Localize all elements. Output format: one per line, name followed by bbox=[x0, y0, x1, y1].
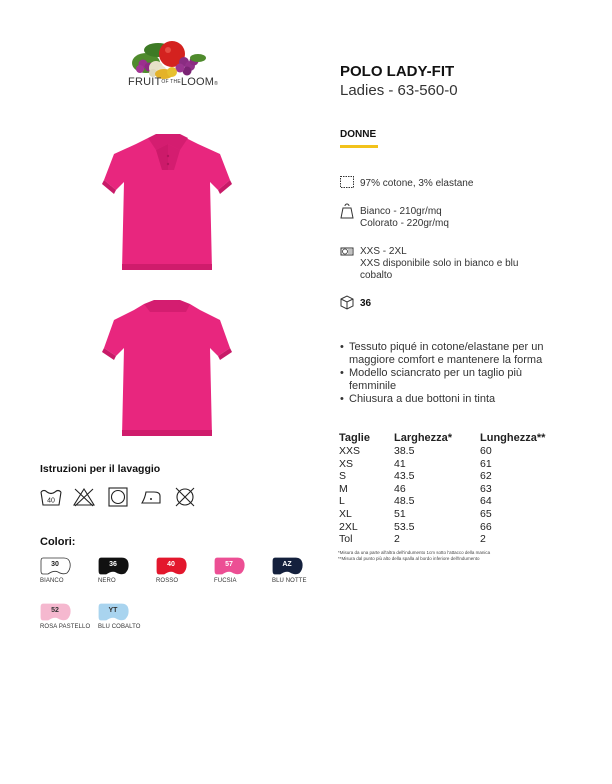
swatch-name: BLU COBALTO bbox=[98, 624, 141, 630]
swatch-code: 52 bbox=[51, 607, 59, 614]
box-icon bbox=[339, 294, 355, 310]
table-row: XS 41 61 bbox=[339, 457, 492, 470]
size-range: XXS - 2XL XXS disponibile solo in bianco e blu cobalto bbox=[360, 246, 519, 281]
header-width: Larghezza* bbox=[394, 432, 453, 444]
washing-title: Istruzioni per il lavaggio bbox=[40, 463, 161, 475]
wash-40-icon bbox=[40, 486, 62, 508]
feature-item: • Chiusura a due bottoni in tinta bbox=[340, 393, 565, 406]
swatch-code: 30 bbox=[51, 561, 59, 568]
colour-swatch bbox=[40, 603, 100, 630]
fabric-icon bbox=[339, 174, 355, 190]
table-row: Tol 2 2 bbox=[339, 533, 486, 546]
iron-low-icon bbox=[140, 486, 162, 508]
logo-wordmark: FRUITOF THELOOM® bbox=[128, 76, 218, 88]
product-subtitle: Ladies - 63-560-0 bbox=[340, 82, 458, 99]
swatch-name: NERO bbox=[98, 578, 116, 584]
swatch-code: AZ bbox=[282, 561, 292, 568]
swatch-code: YT bbox=[108, 607, 118, 614]
table-row: M 46 63 bbox=[339, 482, 492, 495]
fabric-composition: 97% cotone, 3% elastane bbox=[360, 178, 474, 189]
size-table-footnotes bbox=[338, 550, 558, 562]
table-row: XXS 38.5 60 bbox=[339, 445, 492, 457]
swatch-code: 40 bbox=[167, 561, 175, 568]
swatch-name: ROSSO bbox=[156, 578, 179, 584]
table-row: S 43.5 62 bbox=[339, 470, 492, 483]
colour-swatch bbox=[272, 557, 332, 584]
swatch-name: BIANCO bbox=[40, 578, 64, 584]
svg-text:40: 40 bbox=[47, 497, 55, 505]
no-bleach-icon bbox=[73, 486, 95, 508]
size-table-header bbox=[338, 431, 560, 445]
header-length: Lunghezza** bbox=[480, 432, 546, 444]
colour-swatch bbox=[214, 557, 274, 584]
washing-icons bbox=[40, 486, 203, 510]
swatch-name: FUCSIA bbox=[214, 578, 237, 584]
product-title: POLO LADY-FIT bbox=[340, 63, 455, 80]
feature-list bbox=[340, 341, 565, 406]
no-dry-clean-icon bbox=[174, 486, 196, 508]
feature-item: • Modello sciancrato per un taglio più femminile bbox=[340, 367, 565, 393]
fabric-weight: Bianco - 210gr/mq Colorato - 220gr/mq bbox=[360, 206, 449, 229]
header-size: Taglie bbox=[339, 432, 370, 444]
colour-swatch bbox=[40, 557, 100, 584]
size-range-icon bbox=[339, 243, 355, 259]
weight-icon bbox=[339, 203, 355, 219]
colour-swatch bbox=[98, 557, 158, 584]
footnote-width: *Misura da una parte all'altra dell'indumento 1cm sotto l'attacco della manica bbox=[338, 550, 491, 555]
colour-swatch bbox=[156, 557, 216, 584]
box-quantity: 36 bbox=[360, 298, 372, 309]
swatch-code: 36 bbox=[109, 561, 117, 568]
table-row: 2XL 53.5 66 bbox=[339, 520, 492, 533]
colour-swatch bbox=[98, 603, 158, 630]
category-label: DONNE bbox=[340, 129, 377, 140]
footnote-length: **Misura dal punto più alto della spalla al bordo inferiore dell'indumento bbox=[338, 556, 480, 561]
swatch-name: ROSA PASTELLO bbox=[40, 624, 91, 630]
polo-back-image bbox=[100, 298, 236, 443]
polo-front-image bbox=[100, 130, 236, 278]
size-table bbox=[338, 431, 560, 546]
feature-item: • Tessuto piqué in cotone/elastane per un maggiore comfort e mantenere la forma bbox=[340, 341, 565, 367]
table-row: L 48.5 64 bbox=[339, 495, 492, 508]
swatch-name: BLU NOTTE bbox=[272, 578, 307, 584]
colours-title: Colori: bbox=[40, 536, 76, 548]
table-row: XL 51 65 bbox=[339, 507, 492, 520]
category-underline bbox=[340, 145, 378, 148]
tumble-dry-icon bbox=[107, 486, 129, 508]
swatch-code: 57 bbox=[225, 561, 233, 568]
